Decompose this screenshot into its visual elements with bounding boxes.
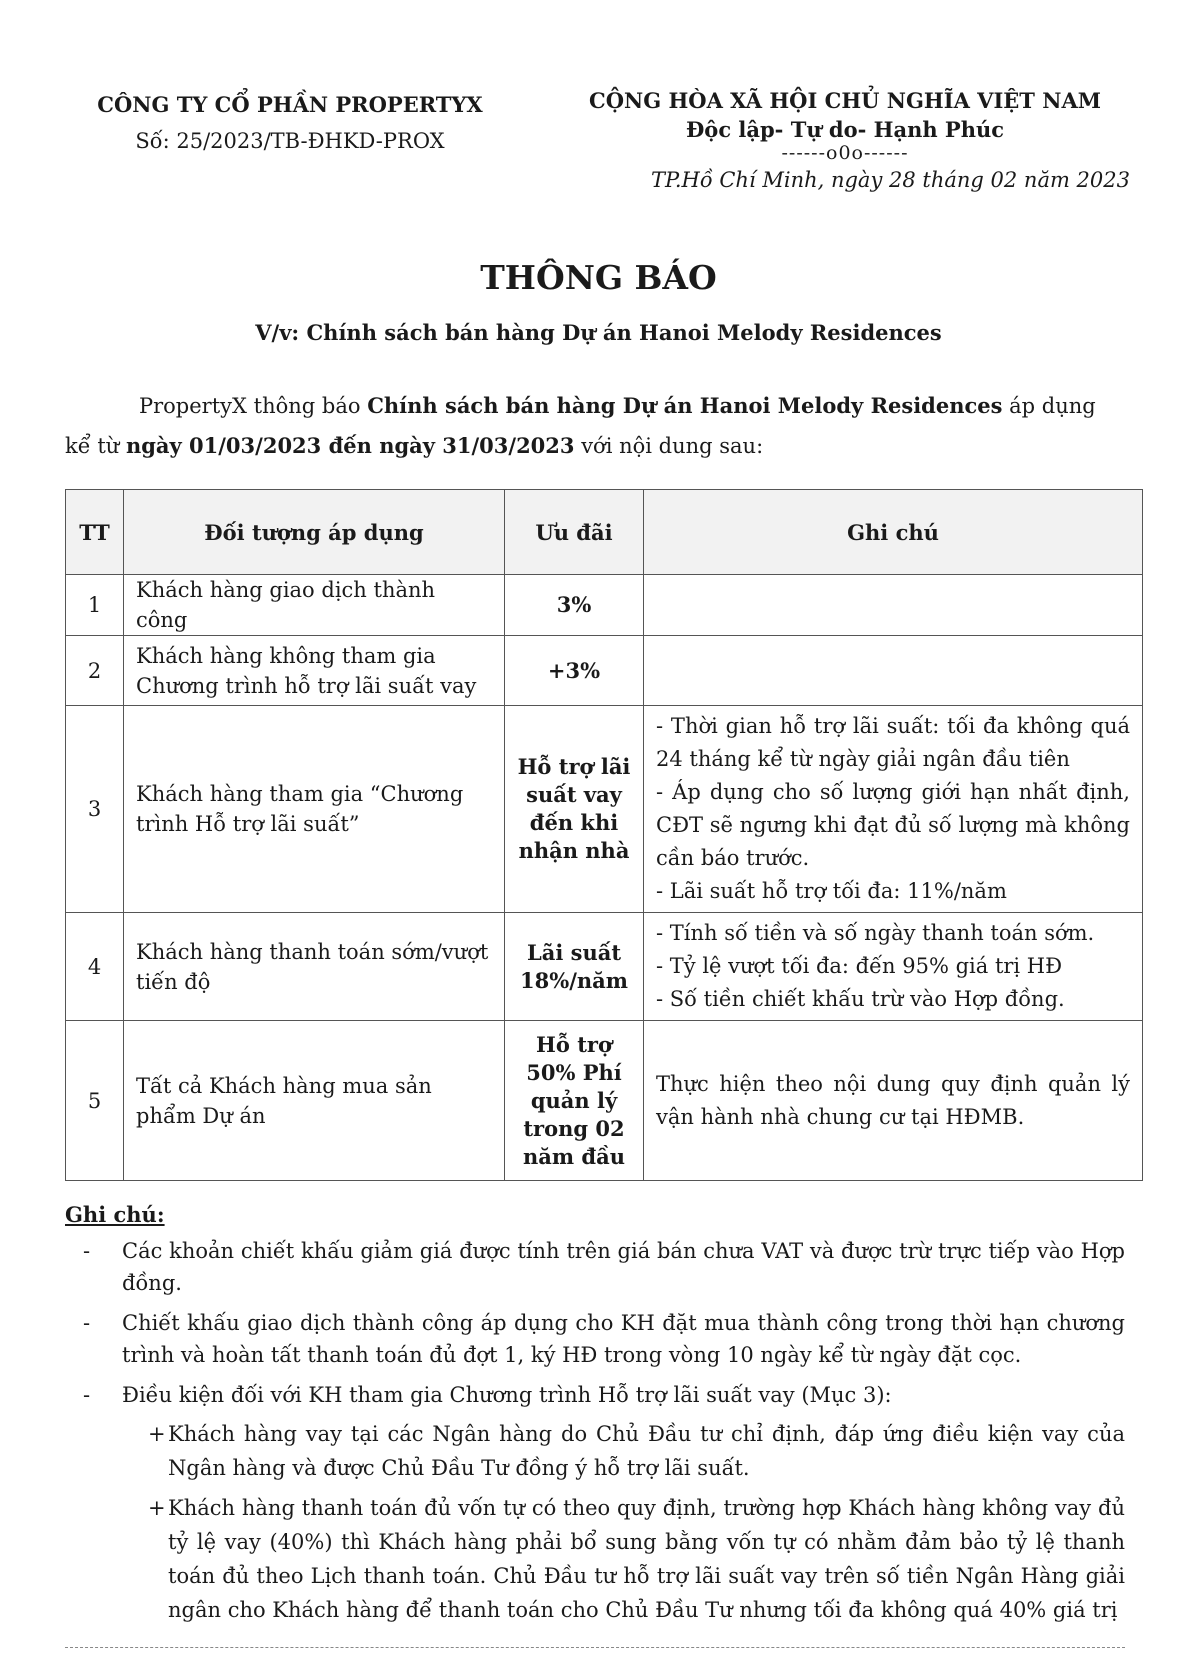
row-incentive: Lãi suất 18%/năm bbox=[505, 913, 644, 1021]
document-subject: V/v: Chính sách bán hàng Dự án Hanoi Melody Residences bbox=[255, 320, 942, 345]
row-number: 3 bbox=[66, 706, 124, 913]
note-subitem bbox=[65, 1417, 1125, 1485]
table-header-row bbox=[66, 490, 1143, 575]
intro-text-2: áp dụng kể từ bbox=[65, 394, 1096, 458]
dash-bullet: - bbox=[83, 1239, 91, 1263]
intro-text-3: với nội dung sau: bbox=[574, 434, 764, 458]
row-number: 1 bbox=[66, 575, 124, 636]
note-text: Chiết khấu giao dịch thành công áp dụng cho KH đặt mua thành công trong thời hạn chương trình và hoàn tất thanh toán đủ đợt 1, ký HĐ trong vòng 10 ngày kể từ ngày đặt cọc. bbox=[122, 1311, 1125, 1367]
note-item bbox=[65, 1307, 1125, 1371]
company-header bbox=[90, 92, 490, 153]
table-row bbox=[66, 636, 1143, 706]
col-header-note: Ghi chú bbox=[644, 490, 1143, 575]
note-line: - Tỷ lệ vượt tối đa: đến 95% giá trị HĐ bbox=[656, 954, 1063, 978]
note-line: Thực hiện theo nội dung quy định quản lý vận hành nhà chung cư tại HĐMB. bbox=[656, 1071, 1130, 1129]
note-line: - Áp dụng cho số lượng giới hạn nhất định, CĐT sẽ ngưng khi đạt đủ số lượng mà không cần báo trước. bbox=[656, 780, 1130, 870]
note-item bbox=[65, 1235, 1125, 1299]
row-object: Khách hàng tham gia “Chương trình Hỗ trợ lãi suất” bbox=[124, 706, 505, 913]
row-note bbox=[644, 706, 1143, 913]
note-item bbox=[65, 1379, 1125, 1411]
row-object: Khách hàng giao dịch thành công bbox=[124, 575, 505, 636]
notes-heading: Ghi chú: bbox=[65, 1202, 165, 1227]
table-row bbox=[66, 706, 1143, 913]
company-name: CÔNG TY CỔ PHẦN PROPERTYX bbox=[97, 92, 483, 117]
note-line: - Số tiền chiết khấu trừ vào Hợp đồng. bbox=[656, 987, 1065, 1011]
row-incentive: 3% bbox=[505, 575, 644, 636]
row-note bbox=[644, 636, 1143, 706]
plus-bullet: + bbox=[148, 1496, 166, 1520]
document-title: THÔNG BÁO bbox=[480, 258, 717, 297]
intro-paragraph bbox=[65, 386, 1125, 466]
dash-bullet: - bbox=[83, 1311, 91, 1335]
row-incentive: +3% bbox=[505, 636, 644, 706]
policy-table bbox=[65, 489, 1143, 1181]
row-number: 4 bbox=[66, 913, 124, 1021]
intro-date-range: ngày 01/03/2023 đến ngày 31/03/2023 bbox=[125, 433, 575, 458]
table-row bbox=[66, 575, 1143, 636]
row-incentive: Hỗ trợ lãi suất vay đến khi nhận nhà bbox=[505, 706, 644, 913]
row-object: Khách hàng không tham gia Chương trình hỗ trợ lãi suất vay bbox=[124, 636, 505, 706]
table-row bbox=[66, 1021, 1143, 1181]
intro-policy-name: Chính sách bán hàng Dự án Hanoi Melody Residences bbox=[367, 393, 1003, 418]
col-header-incentive: Ưu đãi bbox=[505, 490, 644, 575]
col-header-tt: TT bbox=[66, 490, 124, 575]
intro-text-1: PropertyX thông báo bbox=[139, 394, 368, 418]
note-line: - Tính số tiền và số ngày thanh toán sớm. bbox=[656, 921, 1095, 945]
note-subitem bbox=[65, 1491, 1125, 1627]
header-divider: ------o0o------ bbox=[781, 142, 909, 164]
document-number: Số: 25/2023/TB-ĐHKD-PROX bbox=[135, 129, 445, 153]
note-subitem-text: Khách hàng thanh toán đủ vốn tự có theo quy định, trường hợp Khách hàng không vay đủ tỷ lệ vay (40%) thì Khách hàng phải bổ sung bằng vốn tự có nhằm đảm bảo tỷ lệ thanh toán đủ theo Lịch thanh toán. Chủ Đầu tư hỗ trợ lãi suất vay trên số tiền Ngân Hàng giải ngân cho Khách hàng để thanh toán cho Chủ Đầu Tư nhưng tối đa không quá 40% giá trị bbox=[168, 1496, 1125, 1622]
note-text: Các khoản chiết khấu giảm giá được tính trên giá bán chưa VAT và được trừ trực tiếp vào Hợp đồng. bbox=[122, 1239, 1125, 1295]
table-row bbox=[66, 913, 1143, 1021]
note-text: Điều kiện đối với KH tham gia Chương trình Hỗ trợ lãi suất vay (Mục 3): bbox=[122, 1383, 892, 1407]
row-incentive: Hỗ trợ 50% Phí quản lý trong 02 năm đầu bbox=[505, 1021, 644, 1181]
motto: Độc lập- Tự do- Hạnh Phúc bbox=[685, 117, 1005, 142]
notes-section bbox=[65, 1202, 1125, 1627]
row-note bbox=[644, 913, 1143, 1021]
row-object: Khách hàng thanh toán sớm/vượt tiến độ bbox=[124, 913, 505, 1021]
row-number: 5 bbox=[66, 1021, 124, 1181]
national-header bbox=[560, 88, 1130, 192]
row-number: 2 bbox=[66, 636, 124, 706]
col-header-object: Đối tượng áp dụng bbox=[124, 490, 505, 575]
note-line: - Lãi suất hỗ trợ tối đa: 11%/năm bbox=[656, 879, 1007, 903]
plus-bullet: + bbox=[148, 1422, 166, 1446]
nation-name: CỘNG HÒA XÃ HỘI CHỦ NGHĨA VIỆT NAM bbox=[589, 88, 1101, 113]
row-note bbox=[644, 575, 1143, 636]
dash-bullet: - bbox=[83, 1383, 91, 1407]
place-date: TP.Hồ Chí Minh, ngày 28 tháng 02 năm 2023 bbox=[650, 168, 1130, 192]
note-line: - Thời gian hỗ trợ lãi suất: tối đa không quá 24 tháng kể từ ngày giải ngân đầu tiên bbox=[656, 714, 1130, 771]
row-note bbox=[644, 1021, 1143, 1181]
page-bottom-divider bbox=[65, 1647, 1125, 1648]
note-subitem-text: Khách hàng vay tại các Ngân hàng do Chủ Đầu tư chỉ định, đáp ứng điều kiện vay của Ngân hàng và được Chủ Đầu Tư đồng ý hỗ trợ lãi suất. bbox=[168, 1422, 1125, 1480]
row-object: Tất cả Khách hàng mua sản phẩm Dự án bbox=[124, 1021, 505, 1181]
